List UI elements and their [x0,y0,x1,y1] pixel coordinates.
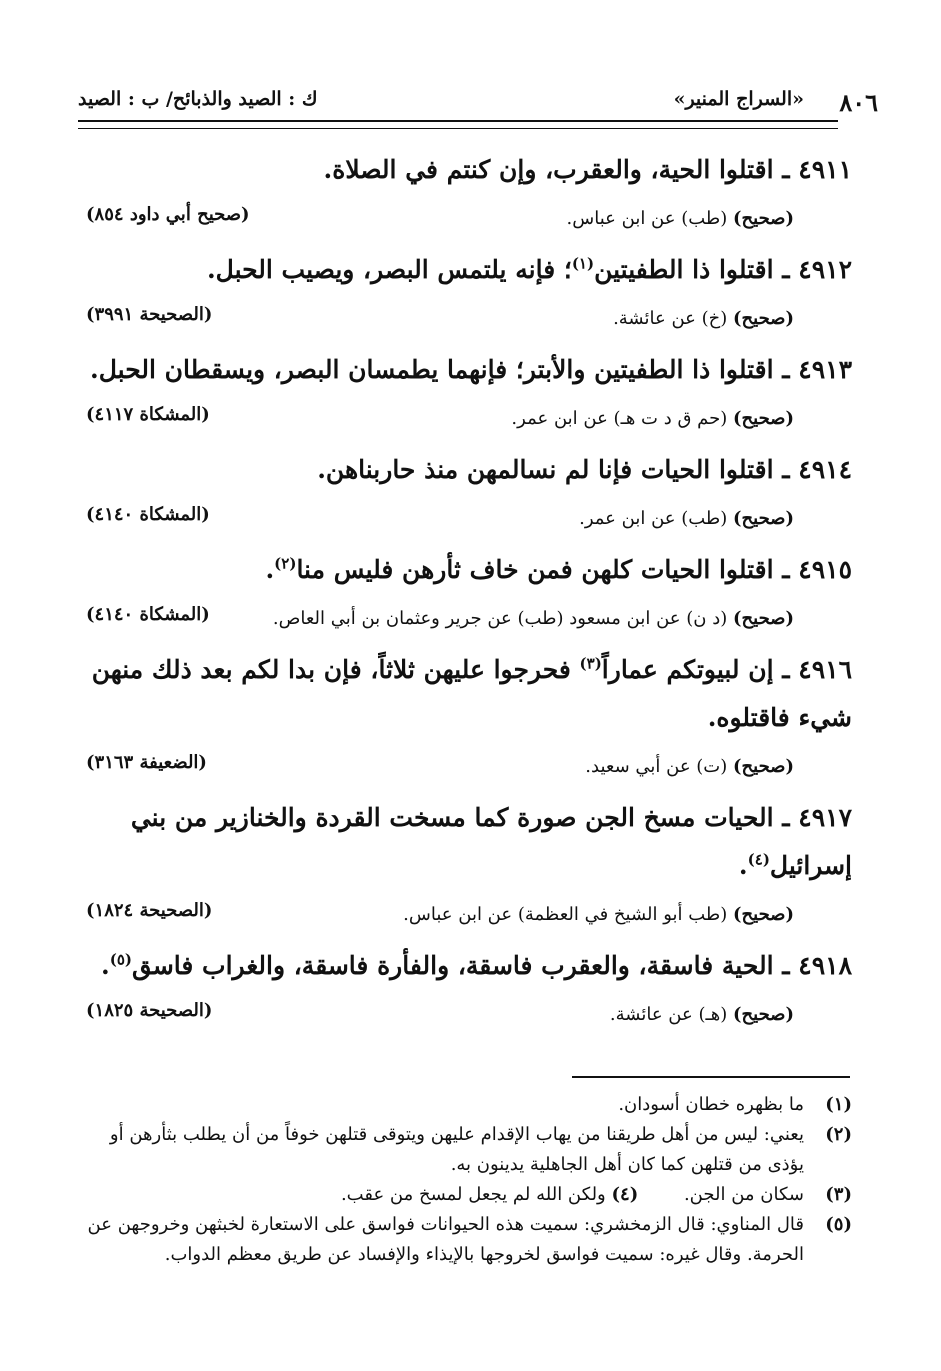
reference: (المشكاة ٤١١٧) [86,404,210,425]
hadith-text: ٤٩١٤ ـ اقتلوا الحيات فإنا لم نسالمهن منذ حاربناهن. [317,455,852,484]
grade-source: (صحيح) (طب أبو الشيخ في العظمة) عن ابن عباس. [403,904,794,925]
hadith-4917 [80,794,852,942]
book-title: «السراج المنير» [673,88,804,110]
header-rule-thin [78,128,838,129]
hadith-4918 [80,942,852,1042]
hadith-text: ٤٩١٦ ـ إن لبيوتكم عماراً$^{(٣)}$ فحرجوا عليهن ثلاثاً، فإن بدا لكم بعد ذلك منهن شيء فاقتلوه. [91,654,852,732]
footnote-marker: (١) [571,254,595,273]
grade-row [80,494,852,546]
hadith-text: ٤٩١٥ ـ اقتلوا الحيات كلهن فمن خاف ثأرهن فليس منا$^{(٢)}$. [265,554,852,584]
hadith-4911 [80,146,852,246]
hadith-4916 [80,646,852,794]
footnote-marker: (٥) [109,950,132,969]
grade-row [80,594,852,646]
reference: (الصحيحة ١٨٢٤) [86,900,213,921]
page-number: ٨٠٦ [839,88,878,117]
reference: (الصحيحة ٣٩٩١) [86,304,213,325]
footnote-1: (١) ما بظهره خطان أسودان. [618,1094,852,1115]
hadith-4912 [80,246,852,346]
grade-source: (صحيح) (هـ) عن عائشة. [609,1004,794,1025]
hadith-text: ٤٩١٢ ـ اقتلوا ذا الطفيتين$^{(١)}$؛ فإنه يلتمس البصر، ويصيب الحبل. [206,254,852,284]
reference: (الصحيحة ١٨٢٥) [86,1000,213,1021]
grade-row [80,294,852,346]
grade-source: (صحيح) (ت) عن أبي سعيد. [585,756,794,777]
footnote-3-text: سكان من الجن. [683,1184,804,1205]
grade-row [80,742,852,794]
hadith-4915 [80,546,852,646]
reference: (المشكاة ٤١٤٠) [86,504,210,525]
grade-row [80,990,852,1042]
footnote-marker: (٤) [747,850,770,869]
hadith-text: ٤٩١١ ـ اقتلوا الحية، والعقرب، وإن كنتم في الصلاة. [323,155,852,184]
grade-row [80,394,852,446]
hadith-text: ٤٩١٧ ـ الحيات مسخ الجن صورة كما مسخت القردة والخنازير من بني إسرائيل$^{(٤)}$. [130,803,852,880]
hadith-text: ٤٩١٣ ـ اقتلوا ذا الطفيتين والأبتر؛ فإنهما يطمسان البصر، ويسقطان الحبل. [90,355,852,384]
hadith-list [80,146,852,1042]
header-rule [78,120,838,122]
grade-source: (صحيح) (د ن) عن ابن مسعود (طب) عن جرير وعثمان بن أبي العاص. [272,608,794,629]
footnote-2: (٢) يعني: ليس من أهل طريقنا من يهاب الإقدام عليهن ويتوقى قتلهن خوفاً من أن يطلب بثأرهن أو يؤذى من قتلهن كما كان أهل الجاهلية يدينون به. [109,1124,852,1175]
hadith-text: ٤٩١٨ ـ الحية فاسقة، والعقرب فاسقة، والفأرة فاسقة، والغراب فاسق$^{(٥)}$. [100,950,852,980]
reference: (الضعيفة ٣١٦٣) [86,752,207,773]
footnote-4: (٤) ولكن الله لم يجعل لمسخ من عقب. [340,1184,639,1205]
footnote-3-4: (٣) سكان من الجن. (٤) ولكن الله لم يجعل لمسخ من عقب. [340,1184,852,1205]
grade-source: (صحيح) (حم ق د ت هـ) عن ابن عمر. [511,408,794,429]
hadith-4914 [80,446,852,546]
grade-source: (صحيح) (طب) عن ابن عباس. [566,208,794,229]
grade-source: (صحيح) (طب) عن ابن عمر. [579,508,794,529]
chapter-title: ك : الصيد والذبائح/ ب : الصيد [78,88,318,110]
reference: (المشكاة ٤١٤٠) [86,604,210,625]
page-header [78,80,878,117]
grade-row [80,194,852,246]
footnote-marker: (٣) [579,654,602,673]
footnote-marker: (٢) [274,554,297,573]
reference: (صحيح أبي داود ٨٥٤) [86,204,250,225]
grade-source: (صحيح) (خ) عن عائشة. [613,308,794,329]
hadith-4913 [80,346,852,446]
footnote-5: (٥) قال المناوي: قال الزمخشري: سميت هذه الحيوانات فواسق على الاستعارة لخبثهن وخروجهن عن الحرمة. وقال غيره: سميت فواسق لخروجها بالإيذاء والإفساد عن طريق معظم الدواب. [87,1214,852,1265]
footnotes [80,1090,852,1270]
footnote-separator [572,1076,850,1078]
grade-row [80,890,852,942]
